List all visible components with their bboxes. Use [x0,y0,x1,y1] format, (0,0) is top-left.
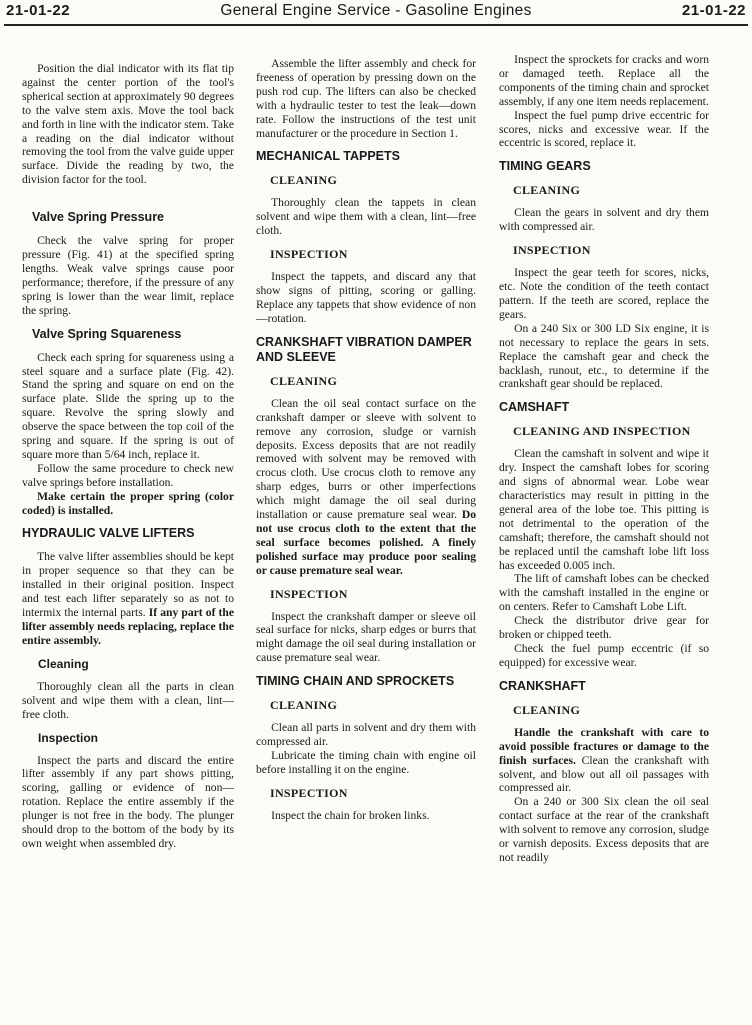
paragraph: Assemble the lifter assembly and check for freeness of operation by pressing down on the push rod cup. The lifters can also be checked with a hydraulic tester to test the leak—down rate. Follow the instructions of the test unit manufacturer or the procedure in Section 1. [256,57,476,140]
paragraph: Thoroughly clean the tappets in clean solvent and wipe them with a clean, lint—free cloth. [256,196,476,238]
subsection-heading: CLEANING [513,702,581,717]
paragraph: Check the valve spring for proper pressure (Fig. 41) at the specified spring lengths. Weak valve springs cause poor performance; therefore, if the pressure of any spring is lower than the wear limit, replace the spring. [22,234,234,317]
header-rule [4,24,748,26]
paragraph: Check each spring for squareness using a steel square and a surface plate (Fig. 42). Stand the spring and square on end on the surface plate. Slide the spring up to the square. Revolve the spring slowly and observe the space between the top coil of the spring and square. If the spring is out of square more than 5/64 inch, replace it. [22,350,234,461]
text-run-bold: If any part of the lifter assembly needs replacing, replace the entire assembly. [22,606,235,647]
subsection-heading: CLEANING [270,698,338,713]
section-heading: CAMSHAFT [499,400,570,415]
section-heading: CRANKSHAFT [499,678,586,693]
subsection-heading: INSPECTION [270,785,348,800]
paragraph-bold: Make certain the proper spring (color coded) is installed. [22,489,234,517]
section-heading: Valve Spring Squareness [32,326,182,341]
paragraph: Thoroughly clean all the parts in clean solvent and wipe them with a clean, lint—free cloth. [22,679,234,721]
paragraph [256,397,476,578]
subsection-heading: Inspection [38,730,99,745]
text-run: Clean the oil seal contact surface on the crankshaft damper or sleeve with solvent to remove any corrosion, sludge or varnish deposits. Excess deposits that are not readily removed with solvent may be removed with crocus cloth. Use crocus cloth to remove any sharp edges, burrs or other imperfections which might damage the oil seal during installation or cause premature seal wear. [256,396,476,522]
section-heading: TIMING CHAIN AND SPROCKETS [256,674,455,689]
section-heading: CRANKSHAFT VIBRATION DAMPER AND SLEEVE [256,334,472,364]
subsection-heading: CLEANING [270,173,338,188]
paragraph: Clean all parts in solvent and dry them with compressed air. [256,721,476,749]
paragraph: Check the distributor drive gear for broken or chipped teeth. [499,614,709,642]
paragraph: Follow the same procedure to check new valve springs before installation. [22,461,234,489]
paragraph: Clean the gears in solvent and dry them with compressed air. [499,206,709,234]
subsection-heading: INSPECTION [513,243,591,258]
column-2 [256,57,476,823]
subsection-heading: Cleaning [38,656,89,671]
paragraph [499,726,709,796]
column-1 [22,62,234,851]
paragraph: Inspect the sprockets for cracks and worn or damaged teeth. Replace all the components of the timing chain and sprocket assembly, if any one item needs replacement. [499,53,709,108]
paragraph: Clean the camshaft in solvent and wipe it dry. Inspect the camshaft lobes for scoring and signs of abnormal wear. Lobe wear characteristics may result in pitting in the general area of the lobe toe. This pitting is not detrimental to the operation of the camshaft; therefore, the camshaft should not be replaced until the camshaft lobe lift loss has exceeded 0.005 inch. [499,447,709,572]
page-title: General Engine Service - Gasoline Engines [220,2,532,19]
subsection-heading: CLEANING [513,183,581,198]
page-header [0,0,752,26]
paragraph: On a 240 or 300 Six clean the oil seal contact surface at the rear of the crankshaft with solvent to remove any corrosion, sludge or varnish deposits. Excess deposits that are not readily [499,795,709,864]
text-run-bold: Do not use crocus cloth to the extent that the seal surface becomes polished. A finely polished surface may produce poor sealing or cause premature seal wear. [256,508,476,577]
subsection-heading: CLEANING [270,373,338,388]
text-run: Clean the crankshaft with solvent, and blow out all oil passages with compressed air. [499,753,709,795]
paragraph: Inspect the parts and discard the entire lifter assembly if any part shows pitting, scoring, galling or evidence of non—rotation. Replace the entire assembly if the plunger is not free in the body. The plunger should drop to the bottom of the body by its own weight when assembled dry. [22,753,234,850]
page-number-right: 21-01-22 [681,2,746,19]
column-3 [499,53,709,865]
text-run-bold: Handle the crankshaft with care to avoid possible fractures or damage to the finish surfaces. [499,725,709,767]
paragraph: Check the fuel pump eccentric (if so equipped) for excessive wear. [499,642,709,669]
subsection-heading: INSPECTION [270,247,348,262]
paragraph: The lift of camshaft lobes can be checked with the camshaft installed in the engine or on centers. Refer to Camshaft Lobe Lift. [499,572,709,614]
text-run: The valve lifter assemblies should be kept in proper sequence so that they can be installed in their original position. Inspect and test each lifter separately so as not to intermix the internal parts. [22,550,234,620]
subsection-heading: CLEANING AND INSPECTION [513,424,691,439]
section-heading: HYDRAULIC VALVE LIFTERS [22,526,195,541]
paragraph: Inspect the fuel pump drive eccentric for scores, nicks and excessive wear. If the eccentric is scored, replace it. [499,108,709,150]
subsection-heading: INSPECTION [270,586,348,601]
paragraph: On a 240 Six or 300 LD Six engine, it is not necessary to replace the gears in sets. Replace the camshaft gear and check the backlash, runout, etc., to determine if the crankshaft gear should be replaced. [499,321,709,391]
paragraph: Inspect the gear teeth for scores, nicks, etc. Note the condition of the teeth contact pattern. If the teeth are scored, replace the gears. [499,266,709,321]
paragraph: Lubricate the timing chain with engine oil before installing it on the engine. [256,749,476,776]
paragraph: Position the dial indicator with its flat tip against the center portion of the tool's spherical section at approximately 90 degrees to the valve stem axis. Move the tool back and forth in line with the indicator stem. Take a reading on the dial indicator without removing the tool from the valve guide upper surface. Divide the reading by two, the division factor for the tool. [22,62,234,187]
page-number-left: 21-01-22 [6,2,71,19]
paragraph: Inspect the tappets, and discard any that show signs of pitting, scoring or galling. Replace any tappets that show evidence of non—rotation. [256,270,476,325]
paragraph: Inspect the crankshaft damper or sleeve oil seal surface for nicks, sharp edges or burrs that might damage the oil seal during installation or cause premature seal wear. [256,609,476,665]
section-heading: Valve Spring Pressure [32,210,165,225]
paragraph: Inspect the chain for broken links. [271,808,430,822]
paragraph [22,550,234,647]
section-heading: MECHANICAL TAPPETS [256,149,400,164]
section-heading: TIMING GEARS [499,159,591,174]
